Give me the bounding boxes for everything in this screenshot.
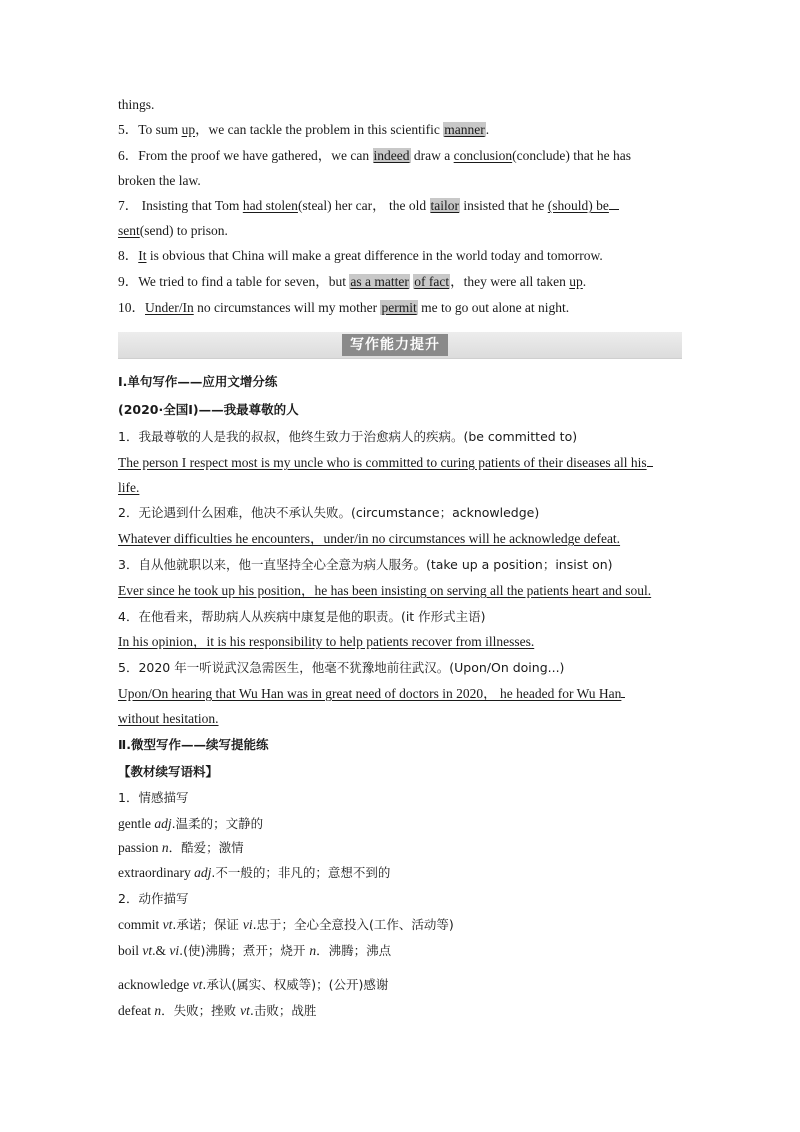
text: insisted that he bbox=[460, 198, 548, 213]
vocab-gentle bbox=[118, 815, 263, 833]
text: 5．To sum bbox=[118, 122, 182, 137]
text: no circumstances will my mother bbox=[193, 300, 381, 315]
group1-title: 1．情感描写 bbox=[118, 790, 189, 805]
text: me to go out alone at night. bbox=[417, 300, 570, 315]
answer-blank: (should) be bbox=[547, 198, 609, 213]
word: boil bbox=[118, 943, 143, 958]
answer-1-cont bbox=[118, 479, 139, 497]
word: acknowledge bbox=[118, 977, 193, 992]
item-7 bbox=[118, 197, 619, 215]
answer-blank: conclusion bbox=[453, 148, 513, 163]
material-heading: 【教材续写语料】 bbox=[118, 764, 219, 779]
answer-blank: up bbox=[569, 274, 583, 289]
vocab-boil bbox=[118, 942, 391, 960]
text: draw a bbox=[410, 148, 454, 163]
answer-5 bbox=[118, 685, 625, 703]
section2-heading: Ⅱ.微型写作——续写提能练 bbox=[118, 737, 269, 752]
definition: .(使)沸腾；煮开；烧开 bbox=[179, 943, 310, 958]
definition: .忠于；全心全意投入(工作、活动等) bbox=[252, 917, 454, 932]
question-5: 5．2020 年一听说武汉急需医生，他毫不犹豫地前往武汉。(Upon/On doing...) bbox=[118, 660, 565, 675]
underline-fill bbox=[609, 197, 619, 210]
text: ，they were all taken bbox=[450, 274, 570, 289]
item-6-cont bbox=[118, 172, 201, 190]
question-4: 4．在他看来，帮助病人从疾病中康复是他的职责。(it 作形式主语) bbox=[118, 609, 486, 624]
vocab-defeat bbox=[118, 1002, 316, 1020]
question-1: 1．我最尊敬的人是我的叔叔，他终生致力于治愈病人的疾病。(be committed to) bbox=[118, 429, 578, 444]
line-things bbox=[118, 96, 154, 114]
text: things. bbox=[118, 97, 155, 112]
answer-1 bbox=[118, 454, 653, 472]
part-of-speech: vi bbox=[169, 943, 180, 958]
word: defeat bbox=[118, 1003, 155, 1018]
answer-text: Whatever difficulties he encounters，under/in no circumstances will he acknowledge defeat. bbox=[118, 531, 621, 546]
question-3: 3．自从他就职以来，他一直坚持全心全意为病人服务。(take up a position；insist on) bbox=[118, 557, 613, 572]
item-5 bbox=[118, 121, 489, 139]
vocab-passion bbox=[118, 839, 244, 857]
definition: ．失败；挫败 bbox=[161, 1003, 241, 1018]
underline-fill bbox=[647, 454, 653, 467]
part-of-speech: n bbox=[161, 840, 169, 855]
answer-blank-highlight: as a matter bbox=[350, 274, 409, 289]
part-of-speech: vt bbox=[162, 917, 173, 932]
part-of-speech: n bbox=[154, 1003, 162, 1018]
text: 6．From the proof we have gathered，we can bbox=[118, 148, 373, 163]
banner-title: 写作能力提升 bbox=[342, 334, 448, 356]
answer-4 bbox=[118, 633, 534, 651]
definition: .温柔的；文静的 bbox=[171, 816, 264, 831]
text: (send) to prison. bbox=[139, 223, 228, 238]
item-9 bbox=[118, 273, 586, 291]
text: is obvious that China will make a great difference in the world today and tomorrow. bbox=[146, 248, 603, 263]
answer-blank: sent bbox=[118, 223, 140, 238]
word: gentle bbox=[118, 816, 155, 831]
answer-text: In his opinion，it is his responsibility to help patients recover from illnesses. bbox=[118, 634, 535, 649]
answer-2 bbox=[118, 530, 620, 548]
item-6 bbox=[118, 147, 692, 165]
section1-subheading: (2020·全国Ⅰ)——我最尊敬的人 bbox=[118, 402, 299, 417]
text: 9．We tried to find a table for seven，but bbox=[118, 274, 350, 289]
definition: .承诺；保证 bbox=[172, 917, 243, 932]
word: passion bbox=[118, 840, 162, 855]
answer-blank-highlight: tailor bbox=[430, 198, 460, 213]
answer-5-cont bbox=[118, 710, 219, 728]
definition: ．酷爱；激情 bbox=[168, 840, 244, 855]
answer-blank: had stolen bbox=[242, 198, 298, 213]
text: ，we can tackle the problem in this scientific bbox=[195, 122, 444, 137]
answer-3 bbox=[118, 582, 651, 600]
item-8 bbox=[118, 247, 603, 265]
text: 10． bbox=[118, 300, 145, 315]
vocab-extraordinary bbox=[118, 864, 390, 882]
part-of-speech: adj bbox=[154, 816, 172, 831]
text: . bbox=[582, 274, 587, 289]
text: 8． bbox=[118, 248, 139, 263]
answer-blank: It bbox=[138, 248, 147, 263]
part-of-speech: vt bbox=[192, 977, 203, 992]
definition: .承认(属实、权威等)；(公开)感谢 bbox=[202, 977, 389, 992]
answer-text: Ever since he took up his position，he has been insisting on serving all the patients heart and soul. bbox=[118, 583, 652, 598]
definition: ．沸腾；沸点 bbox=[316, 943, 392, 958]
answer-blank-highlight: of fact bbox=[414, 274, 450, 289]
text: broken the law. bbox=[118, 173, 201, 188]
section1-heading: Ⅰ.单句写作——应用文增分练 bbox=[118, 374, 278, 389]
part-of-speech: adj bbox=[194, 865, 212, 880]
group2-title: 2．动作描写 bbox=[118, 891, 189, 906]
answer-blank: up bbox=[181, 122, 196, 137]
answer-text: life. bbox=[118, 480, 140, 495]
text: .& bbox=[152, 943, 170, 958]
part-of-speech: n bbox=[309, 943, 317, 958]
question-2: 2．无论遇到什么困难，他决不承认失败。(circumstance；acknowledge) bbox=[118, 505, 540, 520]
text: 7． Insisting that Tom bbox=[118, 198, 243, 213]
answer-blank-highlight: permit bbox=[381, 300, 417, 315]
answer-blank-highlight: manner bbox=[444, 122, 485, 137]
section-banner bbox=[118, 332, 682, 359]
part-of-speech: vi bbox=[242, 917, 253, 932]
word: extraordinary bbox=[118, 865, 195, 880]
underline-fill bbox=[621, 685, 625, 698]
text: (conclude) that he has bbox=[512, 148, 631, 163]
item-7-cont bbox=[118, 222, 228, 240]
answer-blank-highlight: indeed bbox=[373, 148, 410, 163]
answer-blank: Under/In bbox=[145, 300, 194, 315]
definition: .击败；战胜 bbox=[249, 1003, 317, 1018]
part-of-speech: vt bbox=[142, 943, 153, 958]
text: . bbox=[485, 122, 490, 137]
answer-text: without hesitation. bbox=[118, 711, 219, 726]
vocab-acknowledge bbox=[118, 976, 388, 994]
answer-text: The person I respect most is my uncle who is committed to curing patients of their diseases all his bbox=[118, 455, 647, 470]
part-of-speech: vt bbox=[240, 1003, 250, 1018]
item-10 bbox=[118, 299, 569, 317]
word: commit bbox=[118, 917, 163, 932]
answer-text: Upon/On hearing that Wu Han was in great need of doctors in 2020， he headed for Wu Han bbox=[118, 686, 622, 701]
vocab-commit bbox=[118, 916, 454, 934]
definition: .不一般的；非凡的；意想不到的 bbox=[211, 865, 391, 880]
text: (steal) her car， the old bbox=[297, 198, 430, 213]
